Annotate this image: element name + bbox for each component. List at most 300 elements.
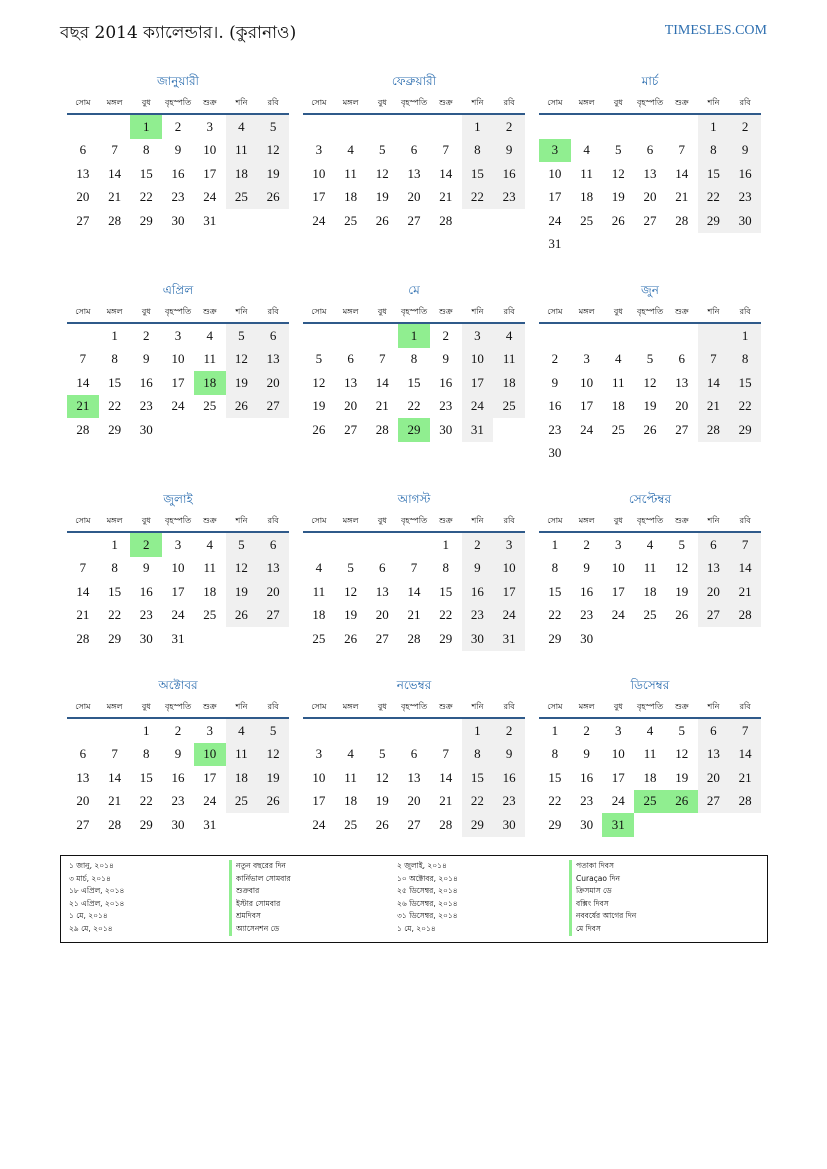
- day-cell: 25: [643, 607, 657, 623]
- day-cell: 1: [551, 536, 559, 552]
- weekday-header: [67, 697, 289, 719]
- day-cell: 23: [462, 604, 494, 628]
- page-title: বছর 2014 ক্যালেন্ডার।. (কুরানাও): [60, 23, 297, 43]
- day-cell: 16: [171, 165, 185, 181]
- holiday-date: ২ জুলাই, ২০১৪: [397, 861, 447, 870]
- day-cell: 2: [583, 536, 590, 552]
- day-cell: 24: [312, 816, 326, 832]
- day-cell: 16: [139, 374, 153, 390]
- day-cell: 11: [203, 560, 216, 576]
- holiday-day-cell: 18: [194, 371, 226, 395]
- weekday-label: শনি: [707, 702, 720, 711]
- day-cell: 29: [462, 813, 494, 837]
- day-cell: 12: [611, 165, 625, 181]
- day-cell: 25: [344, 212, 358, 228]
- weekday-header: [67, 93, 289, 115]
- weekday-label: সোম: [311, 98, 327, 107]
- day-cell: 4: [583, 142, 590, 158]
- day-cell: 16: [139, 583, 153, 599]
- day-cell: 7: [79, 351, 87, 367]
- day-cell: 22: [139, 793, 153, 809]
- day-cell: 7: [379, 351, 386, 367]
- day-cell: 13: [76, 769, 90, 785]
- empty-day-cell: [571, 115, 603, 139]
- day-cell: 10: [548, 165, 562, 181]
- day-cell: 3: [174, 536, 182, 552]
- weekday-label: সোম: [547, 98, 563, 107]
- weekday-label: সোম: [75, 98, 91, 107]
- weekday-header: [539, 302, 761, 324]
- day-cell: 22: [462, 790, 494, 814]
- day-cell: 16: [462, 580, 494, 604]
- weekday-label: বৃহস্পতি: [636, 516, 664, 525]
- day-cell: 22: [407, 398, 421, 414]
- day-cell: 4: [615, 351, 622, 367]
- weekday-label: মঙ্গল: [106, 702, 123, 711]
- day-cell: 3: [462, 324, 494, 348]
- weekday-label: রবি: [739, 702, 751, 711]
- day-cell: 13: [698, 557, 730, 581]
- day-cell: 17: [312, 793, 326, 809]
- day-cell: 5: [257, 719, 289, 743]
- day-cell: 16: [493, 162, 525, 186]
- weekday-label: রবি: [739, 516, 751, 525]
- day-cell: 4: [646, 722, 654, 738]
- day-cell: 27: [76, 816, 90, 832]
- day-cell: 30: [580, 816, 594, 832]
- day-cell: 28: [698, 418, 730, 442]
- day-grid: [303, 719, 525, 837]
- weekday-label: শুক্র: [438, 98, 453, 107]
- day-cell: 3: [206, 118, 213, 134]
- month-name: জুলাই: [163, 492, 193, 506]
- empty-day-cell: [666, 324, 698, 348]
- day-cell: 12: [257, 139, 289, 163]
- day-cell: 14: [76, 583, 90, 599]
- weekday-label: সোম: [547, 516, 563, 525]
- day-cell: 23: [171, 189, 185, 205]
- weekday-label: রবি: [267, 307, 279, 316]
- weekday-label: বুধ: [613, 516, 623, 525]
- holiday-day-cell: 10: [194, 743, 226, 767]
- weekday-label: রবি: [267, 516, 279, 525]
- day-cell: 9: [493, 139, 525, 163]
- day-cell: 22: [548, 793, 562, 809]
- day-cell: 23: [139, 607, 153, 623]
- day-cell: 19: [375, 793, 389, 809]
- day-cell: 21: [698, 395, 730, 419]
- day-cell: 14: [108, 165, 122, 181]
- day-cell: 2: [174, 722, 182, 738]
- day-cell: 7: [729, 533, 761, 557]
- empty-day-cell: [398, 533, 430, 557]
- day-cell: 14: [375, 374, 389, 390]
- month-calendar: [539, 490, 761, 651]
- day-cell: 24: [171, 398, 185, 414]
- day-cell: 5: [257, 115, 289, 139]
- day-cell: 6: [698, 533, 730, 557]
- weekday-label: বৃহস্পতি: [400, 307, 428, 316]
- day-cell: 21: [729, 580, 761, 604]
- weekday-label: রবি: [267, 98, 279, 107]
- weekday-label: মঙ্গল: [578, 307, 595, 316]
- weekday-label: সোম: [75, 516, 91, 525]
- day-cell: 13: [643, 165, 657, 181]
- day-cell: 5: [226, 324, 258, 348]
- empty-day-cell: [67, 533, 99, 557]
- day-cell: 10: [312, 165, 326, 181]
- day-cell: 15: [462, 162, 494, 186]
- day-cell: 8: [729, 348, 761, 372]
- day-cell: 8: [143, 746, 150, 762]
- day-cell: 11: [344, 769, 357, 785]
- month-calendar: [539, 676, 761, 837]
- day-cell: 12: [375, 165, 389, 181]
- month-name: সেপ্টেম্বর: [628, 492, 672, 506]
- empty-day-cell: [430, 115, 462, 139]
- day-cell: 12: [257, 743, 289, 767]
- day-cell: 9: [551, 374, 559, 390]
- day-cell: 29: [108, 421, 122, 437]
- day-cell: 2: [442, 327, 449, 343]
- day-cell: 19: [312, 398, 326, 414]
- day-cell: 5: [615, 142, 622, 158]
- month-name: আগস্ট: [397, 492, 431, 506]
- day-cell: 11: [226, 139, 258, 163]
- day-cell: 3: [583, 351, 590, 367]
- day-cell: 5: [379, 142, 386, 158]
- month-name: এপ্রিল: [162, 283, 194, 297]
- weekday-label: রবি: [267, 702, 279, 711]
- day-cell: 21: [675, 189, 689, 205]
- day-cell: 20: [698, 766, 730, 790]
- day-cell: 3: [315, 746, 323, 762]
- day-cell: 8: [143, 142, 150, 158]
- empty-day-cell: [366, 533, 398, 557]
- day-cell: 18: [226, 162, 258, 186]
- day-cell: 22: [548, 607, 562, 623]
- empty-day-cell: [303, 533, 335, 557]
- weekday-label: মঙ্গল: [342, 98, 359, 107]
- day-cell: 29: [548, 816, 562, 832]
- day-cell: 3: [174, 327, 182, 343]
- day-cell: 23: [580, 793, 594, 809]
- day-cell: 19: [344, 607, 358, 623]
- day-grid: [303, 533, 525, 651]
- site-name[interactable]: TIMESLES.COM: [664, 23, 767, 38]
- day-cell: 12: [226, 557, 258, 581]
- day-cell: 18: [611, 398, 625, 414]
- holiday-name: ক্রিসমাস ডে: [576, 886, 612, 896]
- weekday-label: শুক্র: [674, 307, 689, 316]
- day-cell: 24: [203, 793, 217, 809]
- holiday-date: ১ মে, ২০১৪: [69, 911, 108, 921]
- day-cell: 28: [76, 630, 90, 646]
- day-cell: 28: [76, 421, 90, 437]
- day-cell: 13: [76, 165, 90, 181]
- day-cell: 19: [675, 769, 689, 785]
- day-cell: 25: [203, 607, 217, 623]
- day-cell: 20: [698, 580, 730, 604]
- day-cell: 20: [407, 793, 421, 809]
- holiday-date: ১০ অক্টোবর, ২০১৪: [397, 873, 458, 883]
- day-cell: 17: [462, 371, 494, 395]
- day-cell: 6: [698, 719, 730, 743]
- day-cell: 30: [493, 813, 525, 837]
- empty-day-cell: [99, 115, 131, 139]
- day-cell: 5: [678, 536, 685, 552]
- day-cell: 17: [548, 189, 562, 205]
- day-cell: 4: [347, 746, 354, 762]
- day-cell: 22: [139, 189, 153, 205]
- day-cell: 21: [439, 793, 453, 809]
- day-cell: 13: [375, 583, 389, 599]
- day-cell: 9: [493, 743, 525, 767]
- day-grid: [539, 324, 761, 465]
- day-cell: 26: [375, 816, 389, 832]
- day-cell: 28: [729, 604, 761, 628]
- weekday-label: শনি: [235, 702, 248, 711]
- day-cell: 8: [462, 743, 494, 767]
- day-cell: 25: [203, 398, 217, 414]
- day-cell: 2: [729, 115, 761, 139]
- day-cell: 11: [344, 165, 357, 181]
- day-cell: 26: [257, 186, 289, 210]
- empty-day-cell: [335, 533, 367, 557]
- day-cell: 20: [76, 189, 90, 205]
- holiday-name: নববর্ষের আগের দিন: [576, 911, 637, 921]
- day-cell: 15: [548, 583, 562, 599]
- weekday-label: রবি: [739, 307, 751, 316]
- empty-day-cell: [634, 324, 666, 348]
- day-cell: 6: [678, 351, 685, 367]
- day-cell: 30: [139, 630, 153, 646]
- day-cell: 25: [580, 212, 594, 228]
- holiday-legend: [60, 855, 768, 943]
- weekday-label: শুক্র: [202, 516, 217, 525]
- weekday-label: বৃহস্পতি: [636, 307, 664, 316]
- weekday-label: বৃহস্পতি: [164, 516, 192, 525]
- weekday-label: বৃহস্পতি: [636, 702, 664, 711]
- day-cell: 12: [375, 769, 389, 785]
- weekday-label: শনি: [471, 516, 484, 525]
- holiday-date: ২৯ মে, ২০১৪: [69, 923, 113, 933]
- weekday-label: সোম: [311, 702, 327, 711]
- month-name: ডিসেম্বর: [630, 678, 670, 692]
- day-cell: 20: [407, 189, 421, 205]
- holiday-day-cell: 1: [398, 324, 430, 348]
- day-cell: 2: [493, 719, 525, 743]
- day-grid: [67, 719, 289, 837]
- day-cell: 26: [344, 630, 358, 646]
- day-cell: 24: [493, 604, 525, 628]
- day-cell: 4: [315, 560, 323, 576]
- holiday-name: নতুন বছরের দিন: [236, 861, 286, 870]
- weekday-label: শনি: [471, 98, 484, 107]
- weekday-label: মঙ্গল: [578, 98, 595, 107]
- day-cell: 24: [171, 607, 185, 623]
- day-cell: 10: [611, 560, 625, 576]
- holiday-date: ৩ মার্চ, ২০১৪: [69, 873, 111, 883]
- weekday-header: [539, 93, 761, 115]
- day-cell: 4: [493, 324, 525, 348]
- day-cell: 13: [257, 557, 289, 581]
- day-cell: 7: [729, 719, 761, 743]
- day-cell: 27: [643, 212, 657, 228]
- weekday-label: বুধ: [377, 516, 387, 525]
- weekday-label: সোম: [547, 307, 563, 316]
- month-calendar: [67, 281, 289, 442]
- day-cell: 21: [108, 793, 122, 809]
- day-cell: 25: [344, 816, 358, 832]
- holiday-name: কার্নিভাল সোমবার: [236, 873, 291, 883]
- month-calendar: [67, 72, 289, 233]
- weekday-label: শনি: [235, 307, 248, 316]
- day-cell: 6: [410, 142, 418, 158]
- weekday-header: [303, 511, 525, 533]
- holiday-date: ২৫ ডিসেম্বর, ২০১৪: [397, 886, 458, 896]
- day-cell: 23: [139, 398, 153, 414]
- day-grid: [67, 533, 289, 651]
- day-cell: 10: [462, 348, 494, 372]
- empty-day-cell: [571, 324, 603, 348]
- day-cell: 7: [79, 560, 87, 576]
- day-cell: 26: [611, 212, 625, 228]
- day-cell: 16: [493, 766, 525, 790]
- day-cell: 7: [442, 746, 449, 762]
- holiday-date: ৩১ ডিসেম্বর, ২০১৪: [397, 911, 458, 921]
- month-calendar: [303, 676, 525, 837]
- day-cell: 22: [729, 395, 761, 419]
- empty-day-cell: [539, 324, 571, 348]
- day-cell: 30: [729, 209, 761, 233]
- weekday-label: মঙ্গল: [342, 516, 359, 525]
- day-cell: 14: [76, 374, 90, 390]
- day-cell: 1: [111, 536, 118, 552]
- day-cell: 28: [439, 816, 453, 832]
- weekday-label: বুধ: [613, 702, 623, 711]
- day-cell: 25: [312, 630, 326, 646]
- day-cell: 21: [375, 398, 389, 414]
- day-cell: 28: [375, 421, 389, 437]
- day-cell: 27: [407, 816, 421, 832]
- day-cell: 23: [171, 793, 185, 809]
- day-cell: 11: [493, 348, 525, 372]
- month-name: অক্টোবর: [158, 678, 198, 692]
- day-cell: 8: [551, 746, 559, 762]
- month-calendar: [303, 281, 525, 442]
- holiday-day-cell: 21: [67, 395, 99, 419]
- day-cell: 16: [439, 374, 453, 390]
- day-cell: 26: [675, 607, 689, 623]
- day-cell: 10: [611, 746, 625, 762]
- day-cell: 6: [646, 142, 654, 158]
- holiday-day-cell: 1: [130, 115, 162, 139]
- day-cell: 13: [675, 374, 689, 390]
- day-cell: 5: [226, 533, 258, 557]
- day-cell: 17: [580, 398, 594, 414]
- day-cell: 17: [312, 189, 326, 205]
- day-cell: 6: [347, 351, 354, 367]
- month-calendar: [539, 281, 761, 465]
- day-cell: 20: [344, 398, 358, 414]
- empty-day-cell: [303, 115, 335, 139]
- weekday-label: শুক্র: [202, 307, 217, 316]
- day-cell: 10: [580, 374, 594, 390]
- day-cell: 24: [548, 212, 562, 228]
- weekday-label: রবি: [503, 307, 515, 316]
- day-cell: 10: [171, 351, 185, 367]
- empty-day-cell: [335, 719, 367, 743]
- day-cell: 29: [139, 212, 153, 228]
- day-cell: 10: [203, 142, 217, 158]
- weekday-label: বুধ: [613, 98, 623, 107]
- day-cell: 15: [108, 374, 122, 390]
- day-cell: 16: [171, 769, 185, 785]
- day-cell: 7: [442, 142, 449, 158]
- day-cell: 1: [698, 115, 730, 139]
- day-cell: 27: [698, 790, 730, 814]
- day-cell: 11: [612, 374, 625, 390]
- holiday-names-column-1: [229, 860, 401, 936]
- day-cell: 19: [611, 189, 625, 205]
- empty-day-cell: [366, 115, 398, 139]
- day-cell: 26: [375, 212, 389, 228]
- day-cell: 1: [111, 327, 118, 343]
- day-cell: 13: [344, 374, 358, 390]
- weekday-label: শনি: [235, 98, 248, 107]
- day-cell: 19: [226, 371, 258, 395]
- day-cell: 17: [171, 583, 185, 599]
- day-cell: 18: [226, 766, 258, 790]
- day-grid: [539, 719, 761, 837]
- day-cell: 17: [611, 583, 625, 599]
- day-cell: 15: [729, 371, 761, 395]
- day-cell: 16: [580, 583, 594, 599]
- day-cell: 19: [257, 766, 289, 790]
- weekday-label: শনি: [707, 516, 720, 525]
- day-cell: 18: [643, 583, 657, 599]
- day-cell: 24: [312, 212, 326, 228]
- weekday-header: [303, 697, 525, 719]
- day-cell: 31: [203, 816, 217, 832]
- day-cell: 2: [462, 533, 494, 557]
- day-cell: 25: [226, 186, 258, 210]
- day-cell: 14: [675, 165, 689, 181]
- day-cell: 28: [108, 816, 122, 832]
- day-cell: 28: [675, 212, 689, 228]
- day-cell: 10: [171, 560, 185, 576]
- day-cell: 30: [171, 212, 185, 228]
- day-cell: 29: [729, 418, 761, 442]
- day-cell: 16: [580, 769, 594, 785]
- day-cell: 13: [257, 348, 289, 372]
- weekday-label: বৃহস্পতি: [164, 702, 192, 711]
- month-name: জুন: [641, 283, 659, 297]
- day-cell: 12: [344, 583, 358, 599]
- day-cell: 31: [171, 630, 185, 646]
- day-cell: 14: [407, 583, 421, 599]
- day-cell: 29: [698, 209, 730, 233]
- weekday-label: সোম: [547, 702, 563, 711]
- day-cell: 13: [407, 165, 421, 181]
- holiday-dates-column-2: [397, 860, 562, 936]
- weekday-label: রবি: [503, 516, 515, 525]
- day-cell: 19: [226, 580, 258, 604]
- day-cell: 22: [108, 398, 122, 414]
- holiday-day-cell: 3: [539, 139, 571, 163]
- day-cell: 8: [410, 351, 418, 367]
